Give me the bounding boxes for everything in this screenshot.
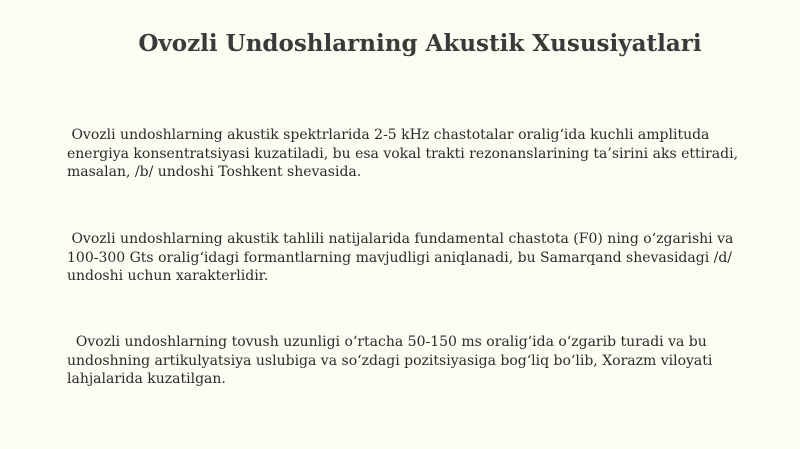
paragraph-3: Ovozli undoshlarning tovush uzunligi o‘rtacha 50-150 ms oralig‘ida o‘zgarib turadi va bu undoshning artikulyatsiya uslubiga va so‘zdagi pozitsiyasiga bog‘liq bo‘lib, Xorazm viloyati lahjalarida kuzatilgan. [67,334,717,387]
slide-title: Ovozli Undoshlarning Akustik Xususiyatlari [138,30,702,57]
paragraph-2: Ovozli undoshlarning akustik tahlili natijalarida fundamental chastota (F0) ning o‘zgarishi va 100-300 Gts oralig‘idagi formantlarning mavjudligi aniqlanadi, bu Samarqand shevasidagi /d/ undoshi uchun xarakterlidir. [67,231,738,284]
paragraph-1: Ovozli undoshlarning akustik spektrlarida 2-5 kHz chastotalar oralig‘ida kuchli amplituda energiya konsentratsiyasi kuzatiladi, bu esa vokal trakti rezonanslarining ta’sirini aks ettiradi, masalan, /b/ undoshi Toshkent shevasida. [67,127,743,180]
